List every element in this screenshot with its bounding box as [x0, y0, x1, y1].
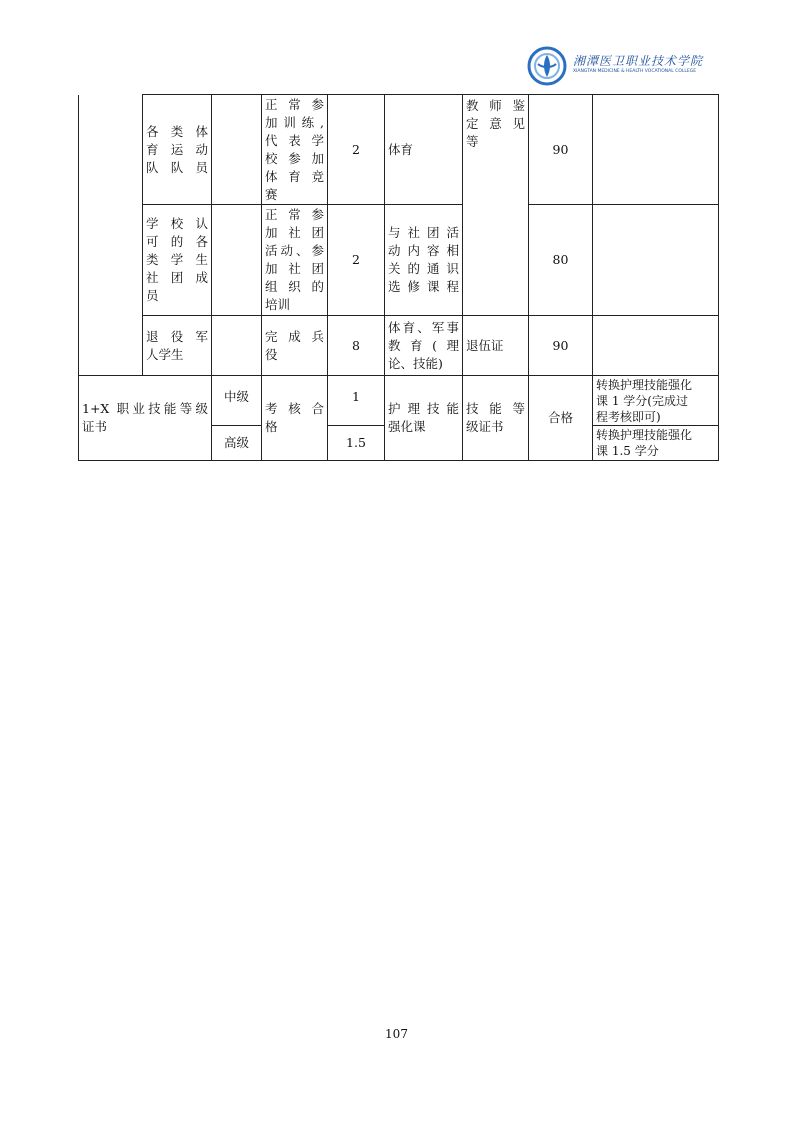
credit-conversion-table [78, 94, 719, 461]
cert-name: 1+X 职业技能等级 证书 [79, 376, 212, 461]
course: 体育 [385, 95, 463, 205]
table-row [79, 205, 719, 316]
proof-material: 教师鉴 定意见 等 [463, 95, 529, 316]
cert-level: 中级 [212, 376, 262, 426]
requirement: 完成兵 役 [262, 316, 328, 376]
score: 80 [529, 205, 593, 316]
cert-requirement: 考核合 格 [262, 376, 328, 461]
logo-chinese-name: 湘潭医卫职业技术学院 [573, 54, 704, 68]
score: 合格 [529, 376, 593, 461]
cert-level: 高级 [212, 426, 262, 461]
logo-english-name: XIANGTAN MEDICINE & HEALTH VOCATIONAL COLLEGE [573, 69, 697, 74]
item-name: 学校认 可的各 类学生 社团成 员 [143, 205, 212, 316]
college-logo [527, 46, 717, 86]
level-cell-empty [212, 316, 262, 376]
score: 90 [529, 95, 593, 205]
course: 体育、军事 教育(理 论、技能) [385, 316, 463, 376]
credit-value: 1 [328, 376, 385, 426]
college-emblem-icon [527, 46, 569, 86]
cert-note: 转换护理技能强化 课 1.5 学分 [593, 426, 719, 461]
proof-material: 退伍证 [463, 316, 529, 376]
level-cell-empty [212, 205, 262, 316]
category-cell-empty [79, 95, 143, 376]
note-empty [593, 95, 719, 205]
cert-course: 护理技能 强化课 [385, 376, 463, 461]
credit-value: 8 [328, 316, 385, 376]
item-name: 退役军 人学生 [143, 316, 212, 376]
credit-value: 2 [328, 95, 385, 205]
credit-value: 1.5 [328, 426, 385, 461]
note-empty [593, 205, 719, 316]
table-row [79, 95, 719, 205]
item-name: 各类体 育运动 队队员 [143, 95, 212, 205]
requirement: 正常参 加社团 活动、参 加社团 组织的 培训 [262, 205, 328, 316]
page-number: 107 [385, 1027, 408, 1041]
credit-value: 2 [328, 205, 385, 316]
table-row [79, 376, 719, 426]
cert-note: 转换护理技能强化 课 1 学分(完成过 程考核即可) [593, 376, 719, 426]
cert-proof: 技能等 级证书 [463, 376, 529, 461]
table-row [79, 316, 719, 376]
course: 与社团活 动内容相 关的通识 选修课程 [385, 205, 463, 316]
requirement: 正常参 加训练, 代表学 校参加 体育竞 赛 [262, 95, 328, 205]
note-empty [593, 316, 719, 376]
score: 90 [529, 316, 593, 376]
level-cell-empty [212, 95, 262, 205]
